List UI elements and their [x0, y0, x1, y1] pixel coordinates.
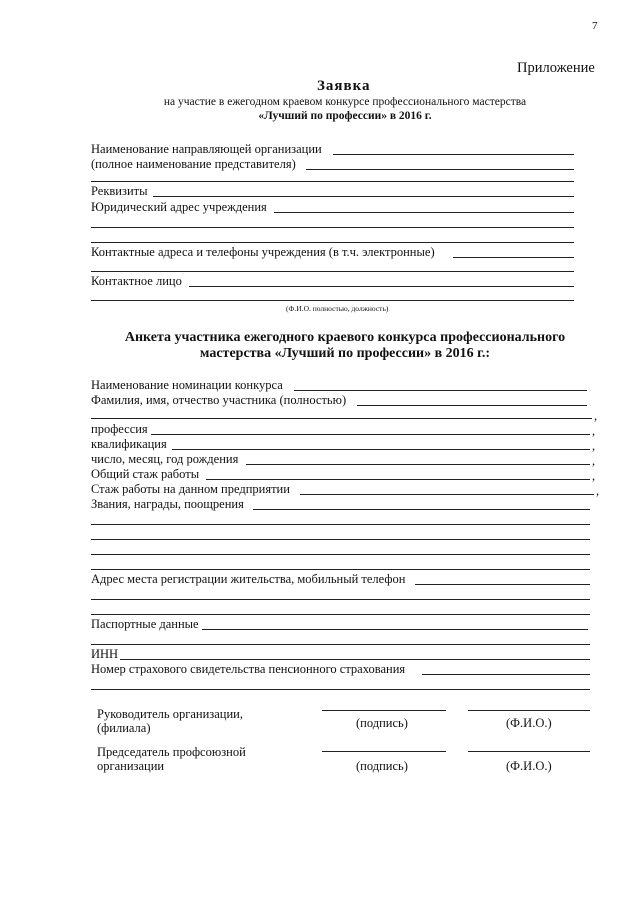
sending-org-label: Наименование направляющей организации	[91, 142, 322, 156]
union-name-line[interactable]	[468, 751, 590, 752]
comma: ,	[592, 439, 596, 453]
qualification-line[interactable]	[172, 449, 590, 450]
blank-line[interactable]	[91, 524, 590, 525]
head-name-line[interactable]	[468, 710, 590, 711]
contacts-line[interactable]	[453, 257, 574, 258]
inn-label: ИНН	[91, 647, 119, 661]
contact-person-hint: (Ф.И.О. полностью, должность)	[286, 304, 389, 313]
head-signature-line[interactable]	[322, 710, 446, 711]
full-name-line[interactable]	[357, 405, 587, 406]
comma: ,	[592, 454, 596, 468]
blank-line[interactable]	[91, 300, 574, 301]
full-name-rep-label: (полное наименование представителя)	[91, 157, 296, 171]
application-subtitle-line1: на участие в ежегодном краевом конкурсе профессионального мастерства	[163, 96, 527, 108]
passport-line[interactable]	[202, 629, 588, 630]
contact-person-line[interactable]	[189, 286, 574, 287]
address-phone-line[interactable]	[415, 584, 590, 585]
application-subtitle-line2: «Лучший по профессии» в 2016 г.	[258, 110, 432, 122]
union-signature-caption: (подпись)	[356, 759, 408, 773]
comma: ,	[594, 409, 598, 423]
head-label-line1: Руководитель организации,	[97, 707, 243, 721]
passport-label: Паспортные данные	[91, 617, 199, 631]
requisites-line[interactable]	[153, 196, 574, 197]
head-signature-caption: (подпись)	[356, 716, 408, 730]
birth-date-label: число, месяц, год рождения	[91, 452, 239, 466]
questionnaire-title-line2: мастерства «Лучший по профессии» в 2016 г.:	[199, 346, 491, 361]
sending-org-line[interactable]	[333, 154, 574, 155]
union-name-caption: (Ф.И.О.)	[506, 759, 552, 773]
experience-here-line[interactable]	[300, 494, 594, 495]
comma: ,	[596, 484, 600, 498]
contacts-label: Контактные адреса и телефоны учреждения (в т.ч. электронные)	[91, 245, 435, 259]
head-name-caption: (Ф.И.О.)	[506, 716, 552, 730]
blank-line[interactable]	[91, 418, 592, 419]
inn-line[interactable]	[120, 659, 590, 660]
blank-line[interactable]	[91, 554, 590, 555]
qualification-label: квалификация	[91, 437, 167, 451]
requisites-label: Реквизиты	[91, 184, 148, 198]
contact-person-label: Контактное лицо	[91, 274, 182, 288]
blank-line[interactable]	[91, 227, 574, 228]
blank-line[interactable]	[91, 689, 590, 690]
full-name-rep-line[interactable]	[306, 169, 574, 170]
nomination-label: Наименование номинации конкурса	[91, 378, 283, 392]
comma: ,	[592, 424, 596, 438]
full-name-label: Фамилия, имя, отчество участника (полностью)	[91, 393, 347, 407]
total-experience-line[interactable]	[206, 479, 590, 480]
birth-date-line[interactable]	[246, 464, 590, 465]
profession-line[interactable]	[151, 434, 590, 435]
blank-line[interactable]	[91, 271, 574, 272]
total-experience-label: Общий стаж работы	[91, 467, 200, 481]
address-phone-label: Адрес места регистрации жительства, мобильный телефон	[91, 572, 406, 586]
nomination-line[interactable]	[294, 390, 587, 391]
insurance-label: Номер страхового свидетельства пенсионного страхования	[91, 662, 406, 676]
awards-line[interactable]	[253, 509, 590, 510]
head-label-line2: (филиала)	[97, 721, 151, 735]
blank-line[interactable]	[91, 569, 590, 570]
union-label-line1: Председатель профсоюзной	[97, 745, 246, 759]
blank-line[interactable]	[91, 181, 574, 182]
legal-address-line[interactable]	[274, 212, 574, 213]
blank-line[interactable]	[91, 644, 590, 645]
legal-address-label: Юридический адрес учреждения	[91, 200, 267, 214]
experience-here-label: Стаж работы на данном предприятии	[91, 482, 290, 496]
blank-line[interactable]	[91, 539, 590, 540]
union-signature-line[interactable]	[322, 751, 446, 752]
union-label-line2: организации	[97, 759, 165, 773]
blank-line[interactable]	[91, 614, 590, 615]
blank-line[interactable]	[91, 242, 574, 243]
profession-label: профессия	[91, 422, 148, 436]
comma: ,	[592, 469, 596, 483]
questionnaire-title-line1: Анкета участника ежегодного краевого конкурса профессионального	[124, 330, 566, 345]
awards-label: Звания, награды, поощрения	[91, 497, 244, 511]
appendix-label: Приложение	[517, 60, 595, 76]
blank-line[interactable]	[91, 599, 590, 600]
insurance-line[interactable]	[422, 674, 590, 675]
page-number: 7	[592, 20, 598, 32]
application-title: Заявка	[317, 78, 371, 94]
